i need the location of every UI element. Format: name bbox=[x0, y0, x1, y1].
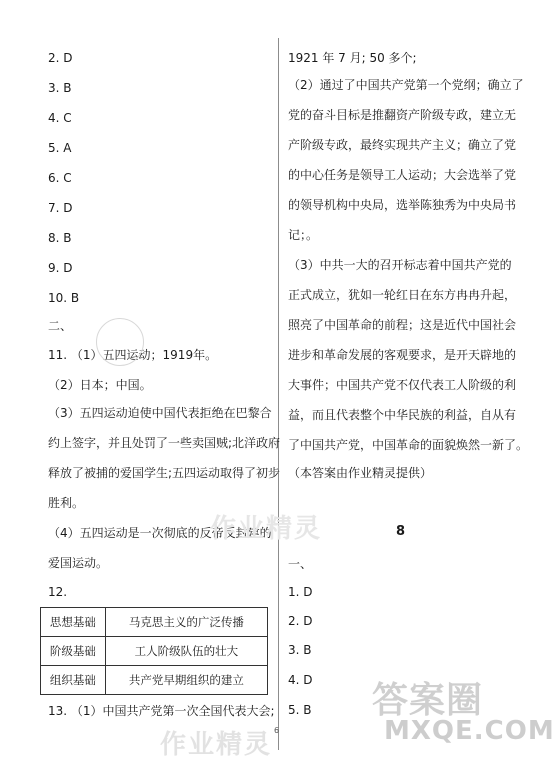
table-row bbox=[41, 666, 268, 695]
section-number: 8 bbox=[396, 524, 406, 539]
faint-stamp-watermark bbox=[96, 318, 144, 366]
table-cell: 阶级基础 bbox=[41, 637, 106, 666]
q11-part2: （2）日本；中国。 bbox=[48, 378, 152, 392]
answer-line: 4. C bbox=[48, 111, 72, 125]
foundation-table bbox=[40, 607, 268, 695]
answer-line: 4. D bbox=[288, 673, 313, 687]
table-row bbox=[41, 637, 268, 666]
q11-part4: （4）五四运动是一次彻底的反帝反封建的 爱国运动。 bbox=[48, 526, 272, 570]
answer-line: 5. B bbox=[288, 703, 312, 717]
site-watermark: MXQE.COM bbox=[384, 716, 555, 746]
table-cell: 工人阶级队伍的壮大 bbox=[105, 637, 267, 666]
q13-part2: （2）通过了中国共产党第一个党纲；确立了 党的奋斗目标是推翻资产阶级专政，建立无 产阶级专政，最终实现共产主义；确立了党 的中心任务是领导工人运动；大会选举了党 的领导机构中央局，选举陈独秀为中央局书 记；。 bbox=[288, 78, 524, 242]
q11-part1: 11. （1）五四运动；1919年。 bbox=[48, 348, 218, 362]
answer-line: 2. D bbox=[48, 51, 73, 65]
answer-line: 3. B bbox=[288, 643, 312, 657]
section-heading: 二、 bbox=[48, 319, 73, 333]
table-cell: 共产党早期组织的建立 bbox=[105, 666, 267, 695]
answer-line: 3. B bbox=[48, 81, 72, 95]
answer-line: 8. B bbox=[48, 231, 72, 245]
answer-line: 6. C bbox=[48, 171, 72, 185]
table-row bbox=[41, 608, 268, 637]
answer-line: 9. D bbox=[48, 261, 73, 275]
table-cell: 思想基础 bbox=[41, 608, 106, 637]
column-divider bbox=[278, 38, 279, 750]
source-note: （本答案由作业精灵提供） bbox=[288, 466, 433, 480]
q13-answer-top: 1921 年 7 月; 50 多个; bbox=[288, 51, 417, 65]
answer-line: 7. D bbox=[48, 201, 73, 215]
faint-watermark: 作业精灵 bbox=[210, 514, 323, 544]
table-cell: 组织基础 bbox=[41, 666, 106, 695]
brand-watermark: 答案圈 bbox=[372, 680, 484, 721]
table-cell: 马克思主义的广泛传播 bbox=[105, 608, 267, 637]
bottom-watermark: 作业精灵 bbox=[160, 730, 273, 760]
q13-part3: （3）中共一大的召开标志着中国共产党的 正式成立，犹如一轮红日在东方冉冉升起， 照亮了中国革命的前程；这是近代中国社会 进步和革命发展的客观要求，是开天辟地的 大事件；中国共产党不仅代表工人阶级的利 益，而且代表整个中华民族的利益，自从有 了中国共产党，中国革命的面貌焕然一新了。 bbox=[288, 258, 529, 452]
page-number: 6 bbox=[274, 726, 280, 735]
answer-line: 10. B bbox=[48, 291, 80, 305]
section-heading: 一、 bbox=[288, 557, 313, 571]
answer-line: 1. D bbox=[288, 585, 313, 599]
answer-line: 5. A bbox=[48, 141, 72, 155]
answer-line: 2. D bbox=[288, 614, 313, 628]
q12-label: 12. bbox=[48, 585, 68, 599]
q11-part3: （3）五四运动迫使中国代表拒绝在巴黎合 约上签字，并且处罚了一些卖国贼;北洋政府 释放了被捕的爱国学生;五四运动取得了初步 胜利。 bbox=[48, 406, 281, 510]
q13-part1: 13. （1）中国共产党第一次全国代表大会; bbox=[48, 704, 275, 718]
